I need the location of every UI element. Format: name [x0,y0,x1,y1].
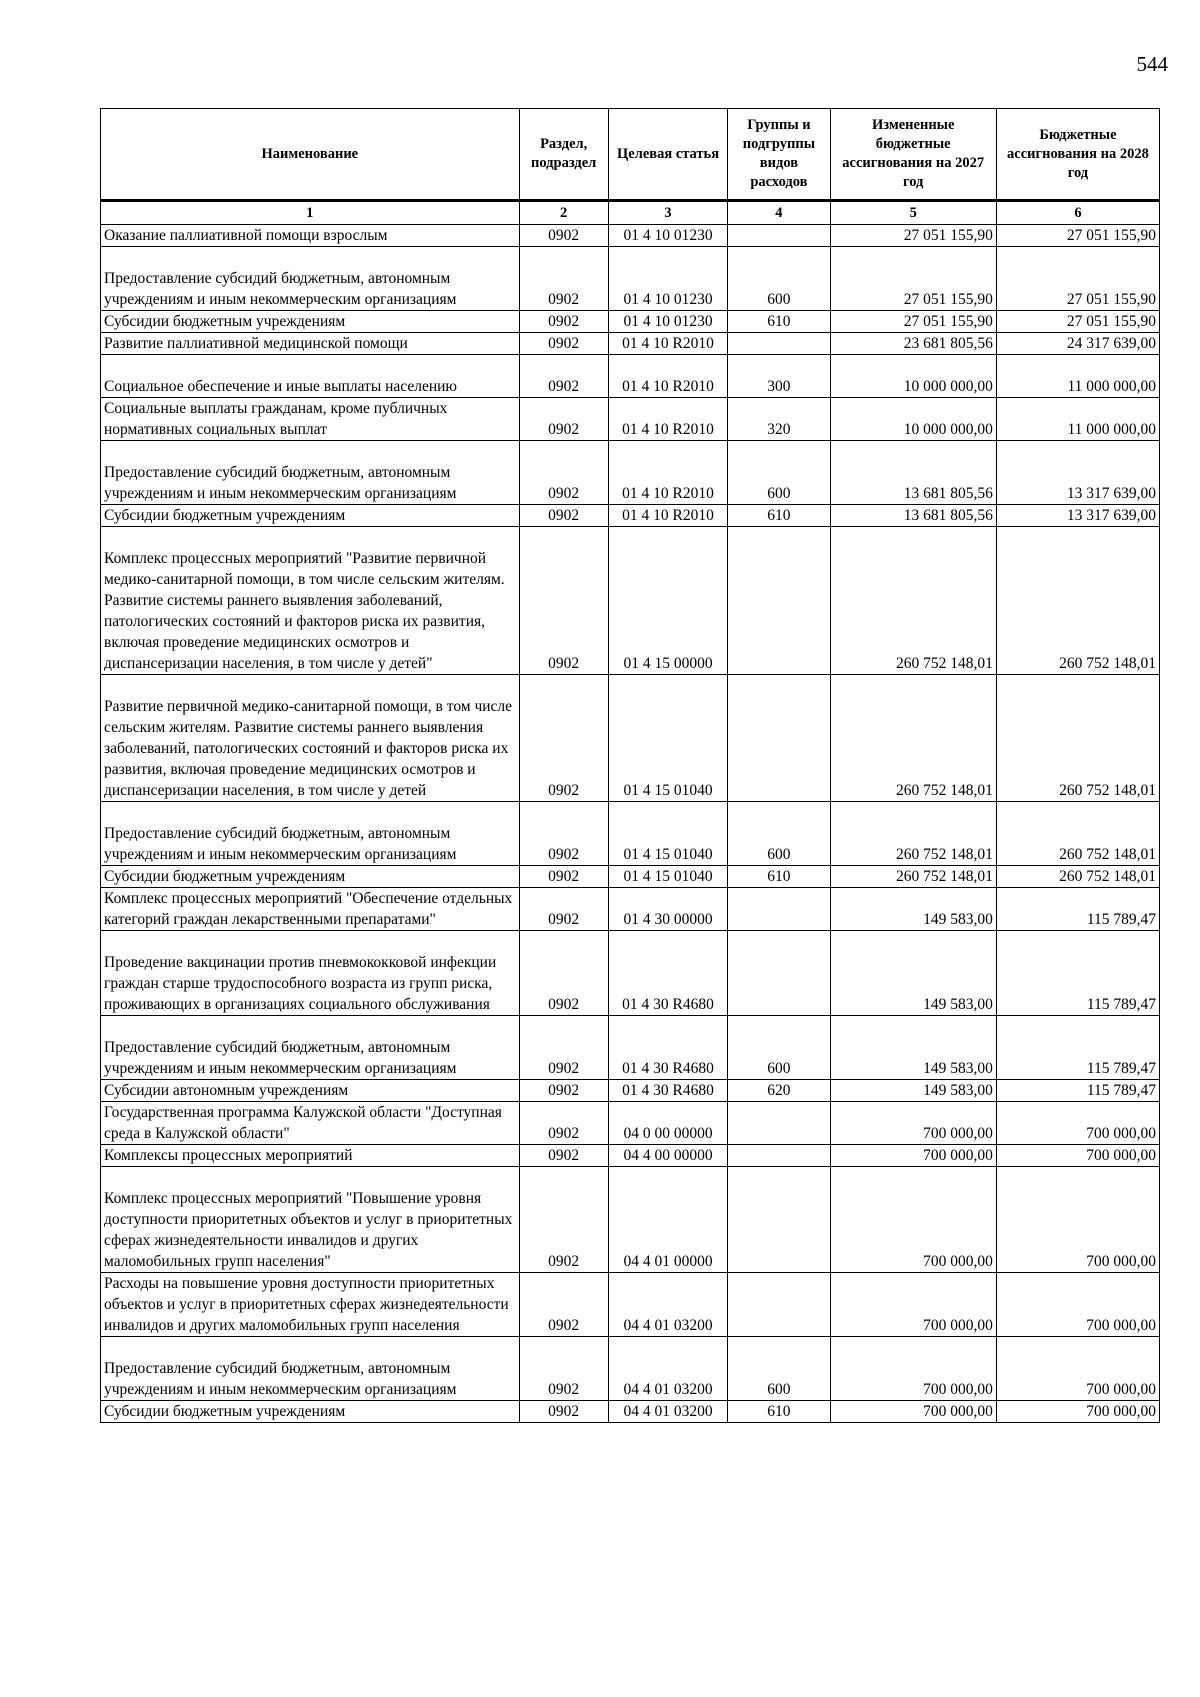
cell-amount-2028: 13 317 639,00 [996,505,1159,527]
table-row [101,1273,1160,1337]
cell-name: Оказание паллиативной помощи взрослым [101,225,520,247]
cell-name: Субсидии бюджетным учреждениям [101,505,520,527]
cell-amount-2027: 700 000,00 [830,1337,996,1401]
cell-name: Комплекс процессных мероприятий "Развитие первичной медико-санитарной помощи, в том числе сельским жителям. Развитие системы раннего выявления заболеваний, патологических состояний и факторов риска их развития, включая проведение медицинских осмотров и диспансеризации населения, в том числе у детей" [101,527,520,675]
table-row [101,888,1160,931]
cell-amount-2027: 700 000,00 [830,1401,996,1423]
table-body [101,225,1160,1423]
header-section: Раздел, подраздел [519,109,608,201]
cell-amount-2027: 149 583,00 [830,931,996,1016]
cell-amount-2028: 27 051 155,90 [996,225,1159,247]
cell-target-article: 01 4 10 R2010 [608,505,728,527]
budget-table [100,108,1160,1423]
table-row [101,355,1160,398]
cell-name: Субсидии бюджетным учреждениям [101,311,520,333]
cell-amount-2028: 260 752 148,01 [996,527,1159,675]
cell-name: Расходы на повышение уровня доступности приоритетных объектов и услуг в приоритетных сферах жизнедеятельности инвалидов и других маломобильных групп населения [101,1273,520,1337]
table-row [101,1167,1160,1273]
cell-amount-2028: 115 789,47 [996,1016,1159,1080]
cell-target-article: 01 4 10 R2010 [608,355,728,398]
column-number: 6 [996,201,1159,225]
cell-section: 0902 [519,441,608,505]
header-changed-2027: Измененные бюджетные ассигнования на 2027 год [830,109,996,201]
cell-section: 0902 [519,675,608,802]
cell-amount-2028: 11 000 000,00 [996,398,1159,441]
cell-target-article: 01 4 15 00000 [608,527,728,675]
cell-amount-2028: 260 752 148,01 [996,675,1159,802]
cell-name: Предоставление субсидий бюджетным, автономным учреждениям и иным некоммерческим организациям [101,247,520,311]
cell-name: Предоставление субсидий бюджетным, автономным учреждениям и иным некоммерческим организациям [101,802,520,866]
table-row [101,311,1160,333]
cell-amount-2028: 27 051 155,90 [996,247,1159,311]
cell-expense-group: 610 [728,505,830,527]
table-row [101,675,1160,802]
column-number: 5 [830,201,996,225]
cell-target-article: 01 4 10 R2010 [608,398,728,441]
cell-amount-2028: 700 000,00 [996,1167,1159,1273]
cell-section: 0902 [519,505,608,527]
cell-section: 0902 [519,225,608,247]
cell-amount-2028: 115 789,47 [996,888,1159,931]
cell-expense-group [728,888,830,931]
cell-amount-2027: 13 681 805,56 [830,505,996,527]
cell-target-article: 01 4 10 R2010 [608,441,728,505]
cell-amount-2027: 260 752 148,01 [830,866,996,888]
cell-section: 0902 [519,1401,608,1423]
cell-section: 0902 [519,888,608,931]
table-row [101,1016,1160,1080]
cell-expense-group: 600 [728,247,830,311]
cell-amount-2028: 11 000 000,00 [996,355,1159,398]
cell-expense-group [728,527,830,675]
cell-section: 0902 [519,1080,608,1102]
cell-amount-2027: 149 583,00 [830,1080,996,1102]
cell-amount-2028: 700 000,00 [996,1401,1159,1423]
cell-section: 0902 [519,1167,608,1273]
cell-amount-2028: 260 752 148,01 [996,866,1159,888]
cell-expense-group: 610 [728,1401,830,1423]
cell-amount-2027: 700 000,00 [830,1167,996,1273]
cell-section: 0902 [519,931,608,1016]
cell-section: 0902 [519,527,608,675]
cell-section: 0902 [519,1102,608,1145]
table-row [101,1102,1160,1145]
cell-amount-2028: 115 789,47 [996,931,1159,1016]
page-number: 544 [1136,52,1168,76]
cell-target-article: 01 4 15 01040 [608,802,728,866]
cell-amount-2027: 260 752 148,01 [830,802,996,866]
cell-target-article: 01 4 15 01040 [608,866,728,888]
cell-section: 0902 [519,333,608,355]
cell-expense-group [728,1167,830,1273]
cell-expense-group: 300 [728,355,830,398]
cell-target-article: 01 4 30 00000 [608,888,728,931]
column-number: 4 [728,201,830,225]
table-row [101,1337,1160,1401]
cell-amount-2027: 13 681 805,56 [830,441,996,505]
cell-expense-group: 620 [728,1080,830,1102]
column-number-row [101,201,1160,225]
header-target: Целевая статья [608,109,728,201]
cell-name: Комплекс процессных мероприятий "Обеспечение отдельных категорий граждан лекарственными препаратами" [101,888,520,931]
cell-amount-2028: 700 000,00 [996,1102,1159,1145]
cell-target-article: 01 4 10 01230 [608,247,728,311]
cell-amount-2027: 700 000,00 [830,1145,996,1167]
cell-expense-group [728,1102,830,1145]
cell-amount-2027: 260 752 148,01 [830,675,996,802]
table-row [101,1080,1160,1102]
table-row [101,225,1160,247]
cell-target-article: 01 4 10 01230 [608,311,728,333]
cell-name: Субсидии бюджетным учреждениям [101,866,520,888]
cell-expense-group: 320 [728,398,830,441]
cell-amount-2028: 24 317 639,00 [996,333,1159,355]
cell-amount-2027: 700 000,00 [830,1102,996,1145]
cell-amount-2027: 10 000 000,00 [830,398,996,441]
table-row [101,866,1160,888]
cell-expense-group [728,1145,830,1167]
table-row [101,1145,1160,1167]
column-number: 3 [608,201,728,225]
cell-expense-group: 600 [728,1337,830,1401]
cell-name: Предоставление субсидий бюджетным, автономным учреждениям и иным некоммерческим организациям [101,1016,520,1080]
cell-name: Государственная программа Калужской области "Доступная среда в Калужской области" [101,1102,520,1145]
cell-expense-group: 600 [728,1016,830,1080]
table-row [101,398,1160,441]
cell-target-article: 04 4 01 03200 [608,1401,728,1423]
table-row [101,1401,1160,1423]
cell-expense-group: 610 [728,866,830,888]
cell-target-article: 04 4 01 03200 [608,1337,728,1401]
cell-section: 0902 [519,866,608,888]
table-row [101,247,1160,311]
table-row [101,802,1160,866]
cell-amount-2028: 700 000,00 [996,1337,1159,1401]
cell-name: Развитие паллиативной медицинской помощи [101,333,520,355]
cell-name: Социальные выплаты гражданам, кроме публичных нормативных социальных выплат [101,398,520,441]
cell-amount-2027: 700 000,00 [830,1273,996,1337]
cell-target-article: 01 4 30 R4680 [608,1016,728,1080]
cell-expense-group: 600 [728,802,830,866]
cell-section: 0902 [519,1145,608,1167]
table-row [101,333,1160,355]
cell-amount-2027: 23 681 805,56 [830,333,996,355]
cell-section: 0902 [519,311,608,333]
column-number: 2 [519,201,608,225]
cell-target-article: 01 4 30 R4680 [608,931,728,1016]
cell-expense-group [728,1273,830,1337]
cell-amount-2027: 149 583,00 [830,888,996,931]
cell-target-article: 04 0 00 00000 [608,1102,728,1145]
cell-name: Проведение вакцинации против пневмококковой инфекции граждан старше трудоспособного возраста из групп риска, проживающих в организациях социального обслуживания [101,931,520,1016]
cell-section: 0902 [519,1273,608,1337]
cell-section: 0902 [519,802,608,866]
cell-section: 0902 [519,355,608,398]
cell-expense-group: 610 [728,311,830,333]
cell-amount-2028: 700 000,00 [996,1145,1159,1167]
cell-amount-2027: 27 051 155,90 [830,225,996,247]
cell-expense-group [728,675,830,802]
cell-name: Социальное обеспечение и иные выплаты населению [101,355,520,398]
header-groups: Группы и подгруппы видов расходов [728,109,830,201]
cell-name: Развитие первичной медико-санитарной помощи, в том числе сельским жителям. Развитие системы раннего выявления заболеваний, патологических состояний и факторов риска их развития, включая проведение медицинских осмотров и диспансеризации населения, в том числе у детей [101,675,520,802]
cell-section: 0902 [519,247,608,311]
cell-expense-group: 600 [728,441,830,505]
cell-target-article: 04 4 01 00000 [608,1167,728,1273]
cell-target-article: 01 4 10 01230 [608,225,728,247]
table-header-row [101,109,1160,201]
column-number: 1 [101,201,520,225]
cell-target-article: 04 4 01 03200 [608,1273,728,1337]
cell-amount-2028: 27 051 155,90 [996,311,1159,333]
cell-name: Комплекс процессных мероприятий "Повышение уровня доступности приоритетных объектов и услуг в приоритетных сферах жизнедеятельности инвалидов и других маломобильных групп населения" [101,1167,520,1273]
cell-target-article: 01 4 10 R2010 [608,333,728,355]
cell-name: Субсидии бюджетным учреждениям [101,1401,520,1423]
cell-name: Предоставление субсидий бюджетным, автономным учреждениям и иным некоммерческим организациям [101,1337,520,1401]
header-assign-2028: Бюджетные ассигнования на 2028 год [996,109,1159,201]
cell-amount-2027: 10 000 000,00 [830,355,996,398]
cell-expense-group [728,931,830,1016]
cell-amount-2028: 13 317 639,00 [996,441,1159,505]
cell-amount-2027: 27 051 155,90 [830,311,996,333]
cell-expense-group [728,225,830,247]
cell-expense-group [728,333,830,355]
cell-amount-2027: 27 051 155,90 [830,247,996,311]
cell-section: 0902 [519,1016,608,1080]
cell-amount-2027: 149 583,00 [830,1016,996,1080]
cell-name: Комплексы процессных мероприятий [101,1145,520,1167]
cell-section: 0902 [519,398,608,441]
cell-name: Предоставление субсидий бюджетным, автономным учреждениям и иным некоммерческим организациям [101,441,520,505]
cell-amount-2027: 260 752 148,01 [830,527,996,675]
cell-name: Субсидии автономным учреждениям [101,1080,520,1102]
cell-amount-2028: 700 000,00 [996,1273,1159,1337]
cell-amount-2028: 115 789,47 [996,1080,1159,1102]
cell-target-article: 01 4 30 R4680 [608,1080,728,1102]
table-row [101,441,1160,505]
cell-target-article: 04 4 00 00000 [608,1145,728,1167]
header-name: Наименование [101,109,520,201]
cell-amount-2028: 260 752 148,01 [996,802,1159,866]
cell-target-article: 01 4 15 01040 [608,675,728,802]
table-row [101,505,1160,527]
table-row [101,931,1160,1016]
table-row [101,527,1160,675]
cell-section: 0902 [519,1337,608,1401]
